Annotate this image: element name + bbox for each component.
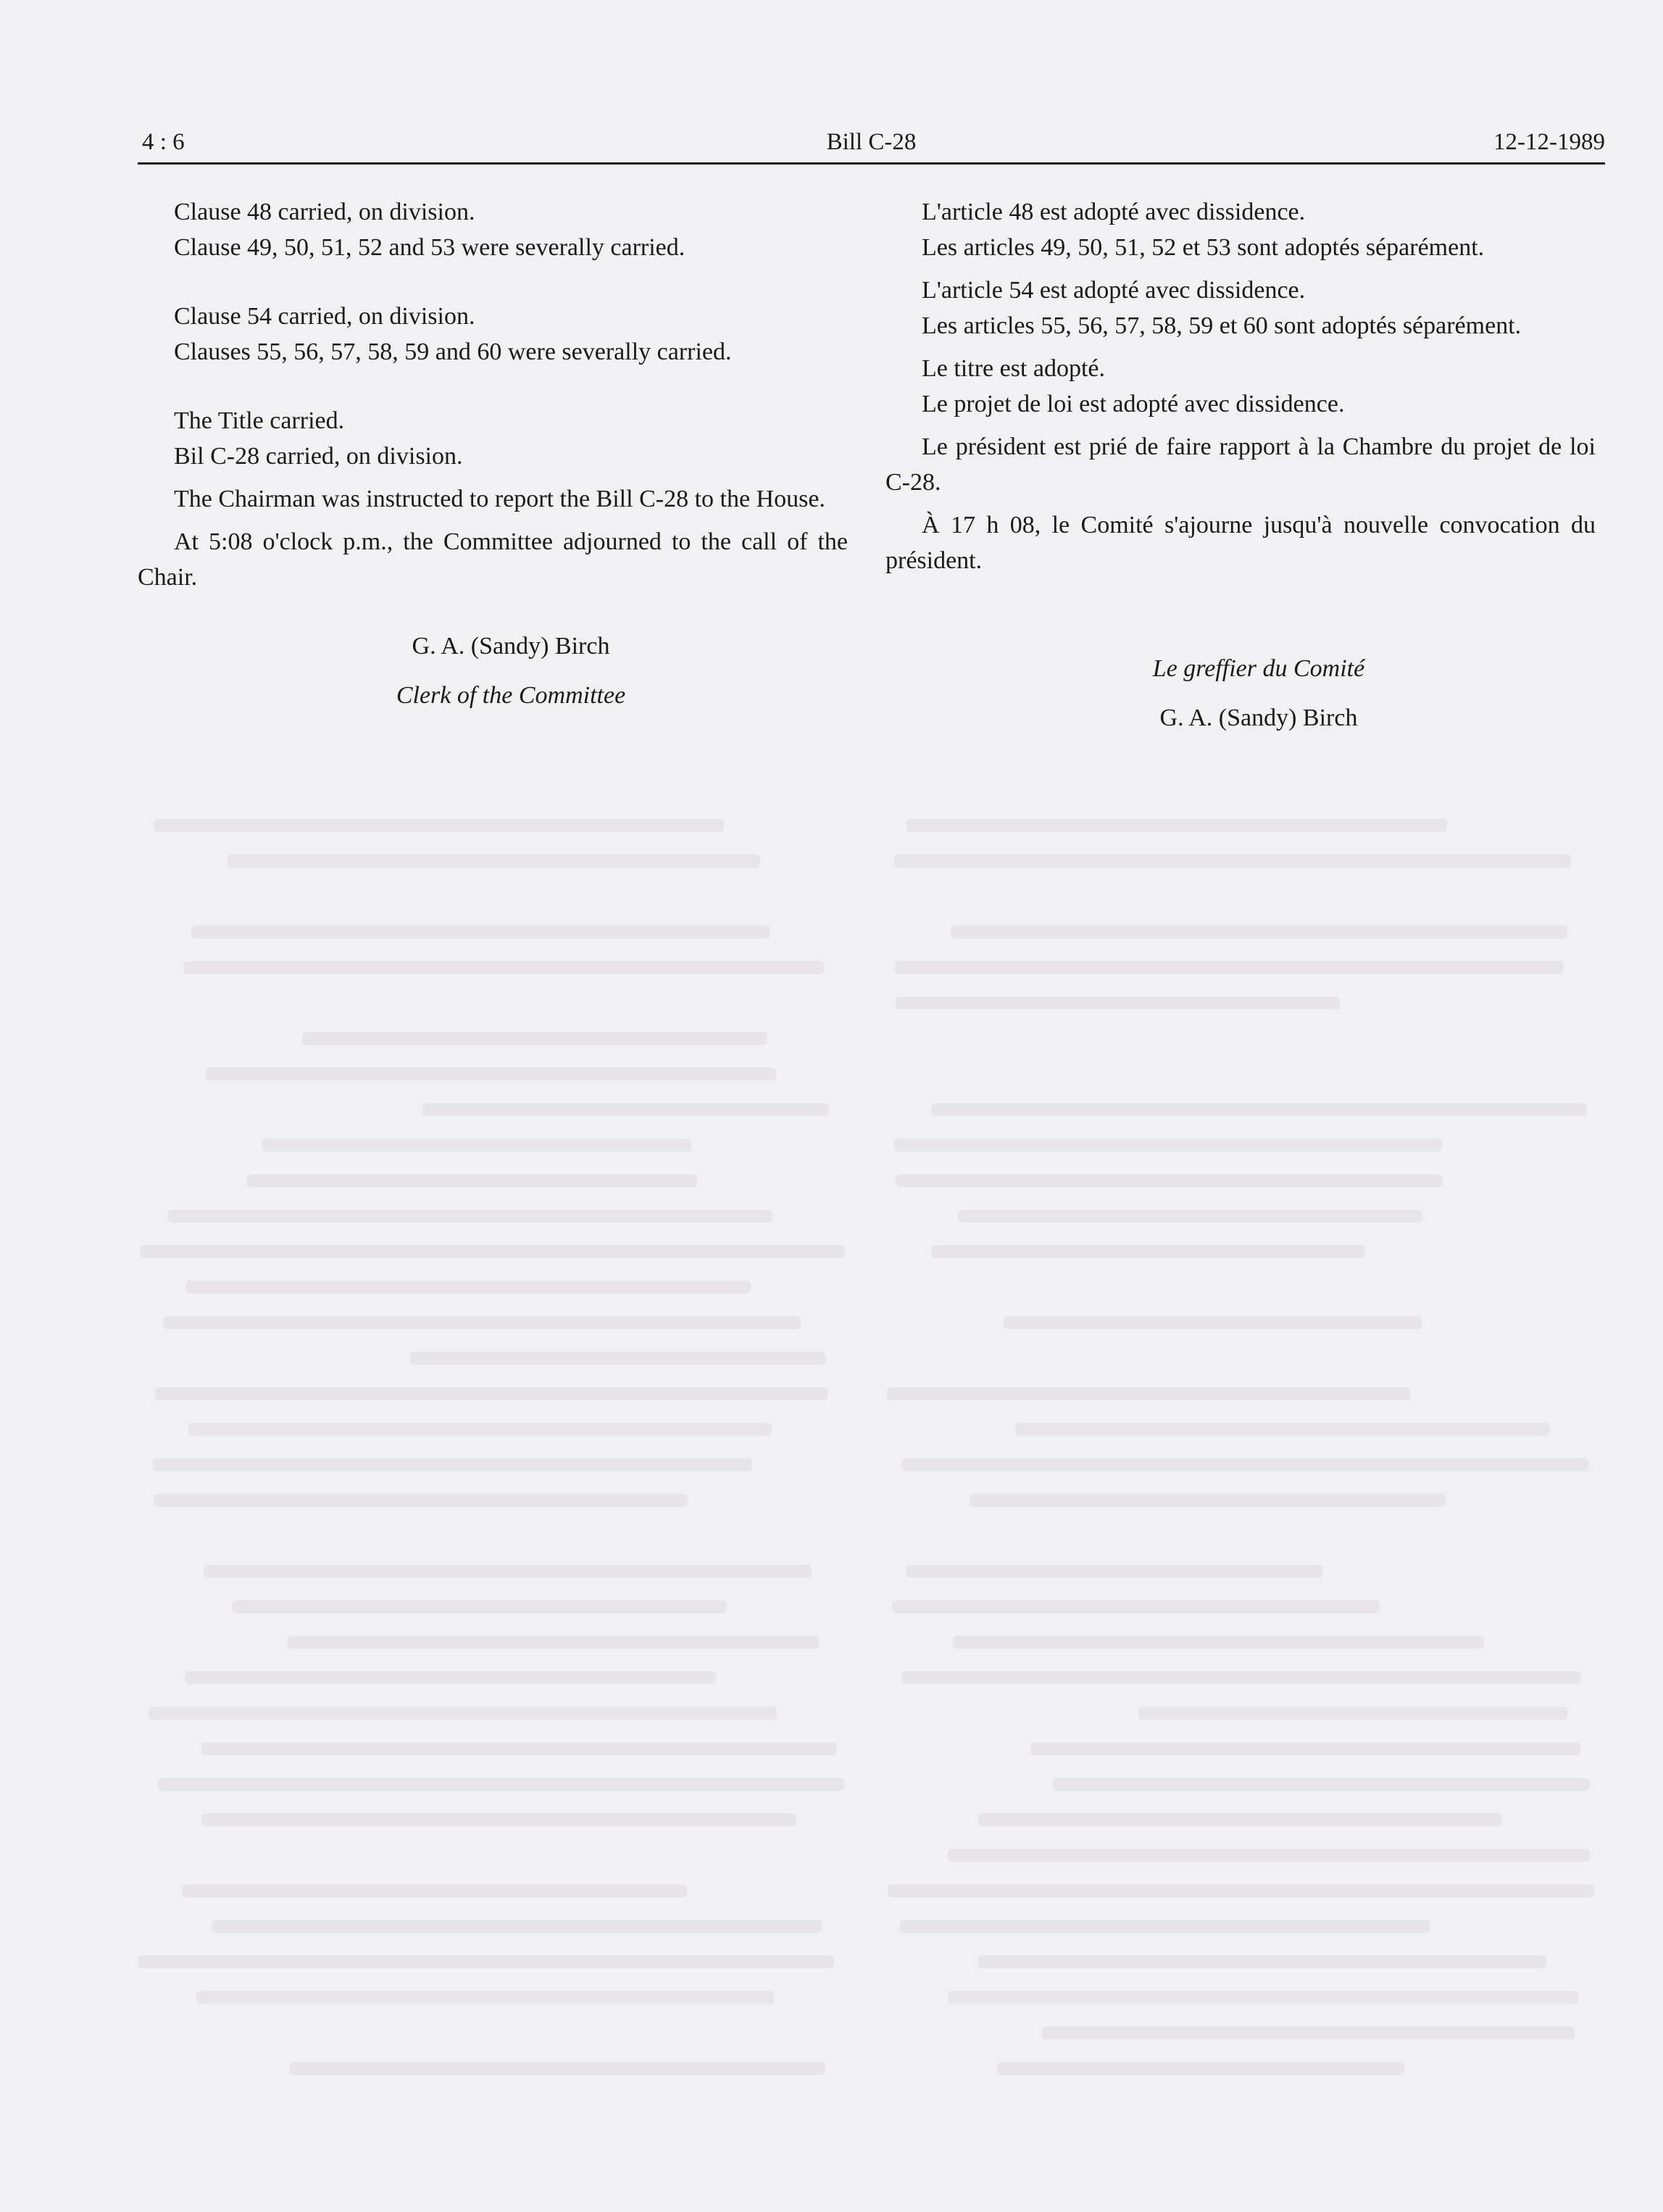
bleed-line [246,1174,697,1187]
bleed-line [212,1920,821,1933]
french-signature-name: G. A. (Sandy) Birch [1159,704,1358,731]
bleed-line [953,1636,1484,1649]
french-signature-title: Le greffier du Comité [1152,655,1365,682]
bleed-line [154,1494,688,1507]
french-paragraph: L'article 54 est adopté avec dissidence. [922,277,1306,304]
english-paragraph: The Chairman was instructed to report the Bill C-28 to the House. [174,486,825,512]
french-paragraph: Le projet de loi est adopté avec dissidence. [922,391,1345,417]
bleed-line [894,855,1571,868]
bleed-line [206,1068,775,1081]
bleed-line [196,1991,774,2004]
bleed-line [888,1884,1595,1897]
english-column [138,194,848,724]
bill-title: Bill C-28 [826,129,917,155]
bleed-line [997,2062,1404,2075]
french-paragraph: L'article 48 est adopté avec dissidence. [922,199,1306,225]
bleed-line [931,1103,1587,1116]
bleed-line [232,1600,726,1613]
bleed-line [201,1813,796,1826]
bleed-line [186,1281,751,1294]
english-paragraph: Clause 49, 50, 51, 52 and 53 were severally carried. [174,234,685,261]
bleed-line [1138,1707,1567,1720]
bleed-line [185,1671,716,1684]
bleed-line [163,1316,801,1329]
bleed-line [228,855,759,868]
bleed-line [182,1884,687,1897]
bleed-line [262,1139,691,1152]
bleed-line [288,1636,819,1649]
bleed-line [154,819,723,832]
bleed-line [201,1742,837,1755]
bleed-line [183,961,824,974]
english-paragraph: The Title carried. [174,407,345,434]
bleed-line [887,1387,1410,1400]
bleed-line [155,1387,828,1400]
bleed-line [899,1920,1430,1933]
bleed-line [1030,1742,1580,1755]
french-paragraph: Le titre est adopté. [922,355,1106,382]
bleed-line [896,997,1340,1010]
bleed-line [158,1778,845,1791]
bleed-line [901,1671,1582,1684]
bleed-line [302,1032,768,1045]
header-date: 12-12-1989 [1493,129,1605,155]
french-column [885,194,1596,747]
english-paragraph: At 5:08 o'clock p.m., the Committee adjourned to the call of the Chair. [138,528,848,591]
english-paragraph: Bil C-28 carried, on division. [174,443,463,470]
bleed-line [153,1458,752,1471]
bleed-line [978,1955,1546,1968]
bleed-line [289,2062,825,2075]
bleed-line [978,1813,1501,1826]
french-paragraph: Les articles 55, 56, 57, 58, 59 et 60 sont adoptés séparément. [922,312,1522,339]
bleed-line [892,1600,1380,1613]
english-signature-title: Clerk of the Committee [396,682,626,709]
french-paragraph: Le président est prié de faire rapport à la Chambre du projet de loi C-28. [885,433,1596,496]
page-number: 4 : 6 [142,129,185,155]
bleed-line [140,1245,846,1258]
bleed-line [149,1707,777,1720]
bleed-line [951,926,1567,939]
bleed-line [894,1139,1443,1152]
bleed-line [1042,2026,1575,2040]
bleed-line [1004,1316,1422,1329]
english-paragraph: Clause 54 carried, on division. [174,303,475,330]
bleed-line [906,819,1447,832]
bleed-line [410,1352,826,1365]
bleed-line [167,1210,772,1223]
bleed-line [1053,1778,1590,1791]
french-paragraph: Les articles 49, 50, 51, 52 et 53 sont adoptés séparément. [922,234,1485,261]
bleed-line [138,1955,834,1968]
bleed-line [422,1103,829,1116]
bleed-line [931,1245,1365,1258]
bleed-line [906,1565,1323,1578]
bleed-line [901,1458,1589,1471]
bleed-line [188,1423,772,1436]
english-signature-name: G. A. (Sandy) Birch [412,633,610,660]
bleed-line [1015,1423,1550,1436]
french-paragraph: À 17 h 08, le Comité s'ajourne jusqu'à nouvelle convocation du président. [885,512,1596,574]
english-paragraph: Clause 48 carried, on division. [174,199,475,225]
bleed-line [895,961,1563,974]
bleed-line [948,1991,1578,2004]
bleed-line [896,1174,1442,1187]
bleed-line [948,1849,1590,1862]
bleed-line [191,926,770,939]
bleed-line [970,1494,1446,1507]
page-header [138,128,1605,165]
english-paragraph: Clauses 55, 56, 57, 58, 59 and 60 were severally carried. [174,338,732,365]
bleed-line [958,1210,1422,1223]
bleed-line [204,1565,812,1578]
